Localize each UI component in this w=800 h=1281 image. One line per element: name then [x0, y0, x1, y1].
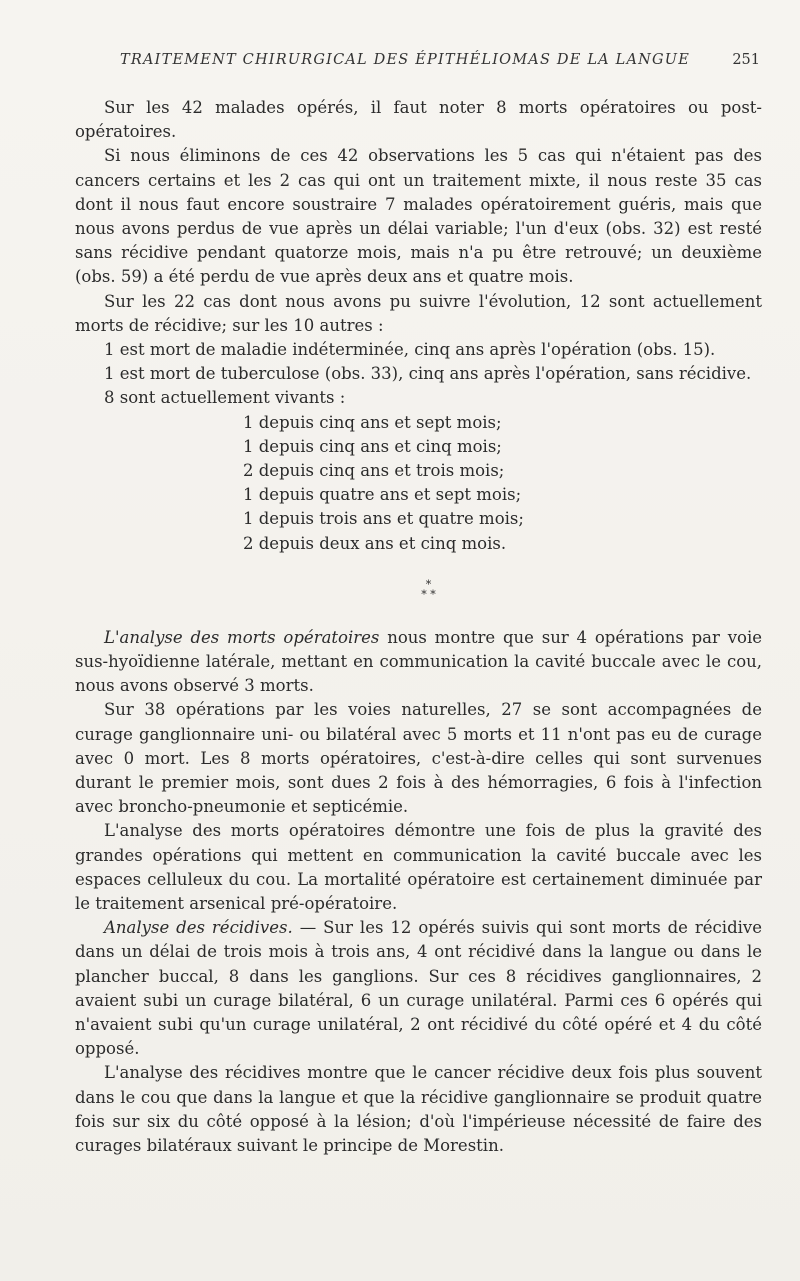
- paragraph: 8 sont actuellement vivants :: [104, 388, 346, 408]
- paragraph: Sur les 22 cas dont nous avons pu suivre l'évolution, 12 sont actuellement morts de récidive; sur les 10 autres :: [75, 291, 762, 335]
- paragraph: Analyse des récidives. — Sur les 12 opérés suivis qui sont morts de récidive dans un délai de trois mois à trois ans, 4 ont récidivé dans la langue ou dans le plancher buccal, 8 dans les ganglions. Sur ces 8 récidives ganglionnaires, 2 avaient subi un curage bilatéral, 6 un curage unilatéral. Parmi ces 6 opérés qui n'avaient subi qu'un curage unilatéral, 2 ont récidivé du côté opéré et 4 du côté opposé.: [75, 918, 762, 1059]
- list-item: 2 depuis cinq ans et trois mois;: [243, 461, 505, 481]
- separator-bottom: * *: [421, 587, 436, 601]
- body-text: [75, 96, 762, 1158]
- list-item: 1 depuis trois ans et quatre mois;: [243, 509, 524, 529]
- separator-top: *: [425, 577, 432, 591]
- italic-lead: Analyse des récidives.: [104, 918, 293, 938]
- paragraph: 1 est mort de tuberculose (obs. 33), cinq ans après l'opération, sans récidive.: [104, 364, 752, 384]
- paragraph: Si nous éliminons de ces 42 observations les 5 cas qui n'étaient pas des cancers certains et les 2 cas qui ont un traitement mixte, il nous reste 35 cas dont il nous faut encore soustraire 7 malades opératoirement guéris, mais que nous avons perdus de vue après un délai variable; l'un d'eux (obs. 32) est resté sans récidive pendant quatorze mois, mais n'a pu être retrouvé; un deuxième (obs. 59) a été perdu de vue après deux ans et quatre mois.: [75, 146, 762, 287]
- survivors-list: [243, 411, 762, 556]
- running-title: TRAITEMENT CHIRURGICAL DES ÉPITHÉLIOMAS DE LA LANGUE: [120, 52, 691, 68]
- paragraph: 1 est mort de maladie indéterminée, cinq ans après l'opération (obs. 15).: [104, 340, 716, 360]
- page-number: 251: [732, 52, 760, 68]
- paragraph: L'analyse des morts opératoires nous montre que sur 4 opérations par voie sus-hyoïdienne latérale, mettant en communication la cavité buccale avec le cou, nous avons observé 3 morts.: [75, 627, 763, 696]
- list-item: 2 depuis deux ans et cinq mois.: [243, 533, 507, 553]
- paragraph: L'analyse des récidives montre que le cancer récidive deux fois plus souvent dans le cou que dans la langue et que la récidive ganglionnaire se produit quatre fois sur six du côté opposé à la lésion; d'où l'impérieuse nécessité de faire des curages bilatéraux suivant le principe de Morestin.: [75, 1063, 762, 1156]
- list-item: 1 depuis quatre ans et sept mois;: [243, 485, 522, 505]
- list-item: 1 depuis cinq ans et sept mois;: [243, 412, 502, 432]
- list-item: 1 depuis cinq ans et cinq mois;: [243, 436, 502, 456]
- paragraph: Sur 38 opérations par les voies naturelles, 27 se sont accompagnées de curage ganglionnaire uni- ou bilatéral avec 5 morts et 11 n'ont pas eu de curage avec 0 mort. Les 8 morts opératoires, c'est-à-dire celles qui sont survenues durant le premier mois, sont dues 2 fois à des hémorragies, 6 fois à l'infection avec broncho-pneumonie et septicémie.: [75, 700, 762, 817]
- section-separator: [75, 577, 762, 601]
- paragraph: Sur les 42 malades opérés, il faut noter 8 morts opératoires ou post-opératoires.: [75, 98, 762, 142]
- paragraph: L'analyse des morts opératoires démontre une fois de plus la gravité des grandes opérations qui mettent en communication la cavité buccale avec les espaces celluleux du cou. La mortalité opératoire est certainement diminuée par le traitement arsenical pré-opératoire.: [75, 821, 762, 913]
- italic-lead: L'analyse des morts opératoires: [104, 627, 380, 647]
